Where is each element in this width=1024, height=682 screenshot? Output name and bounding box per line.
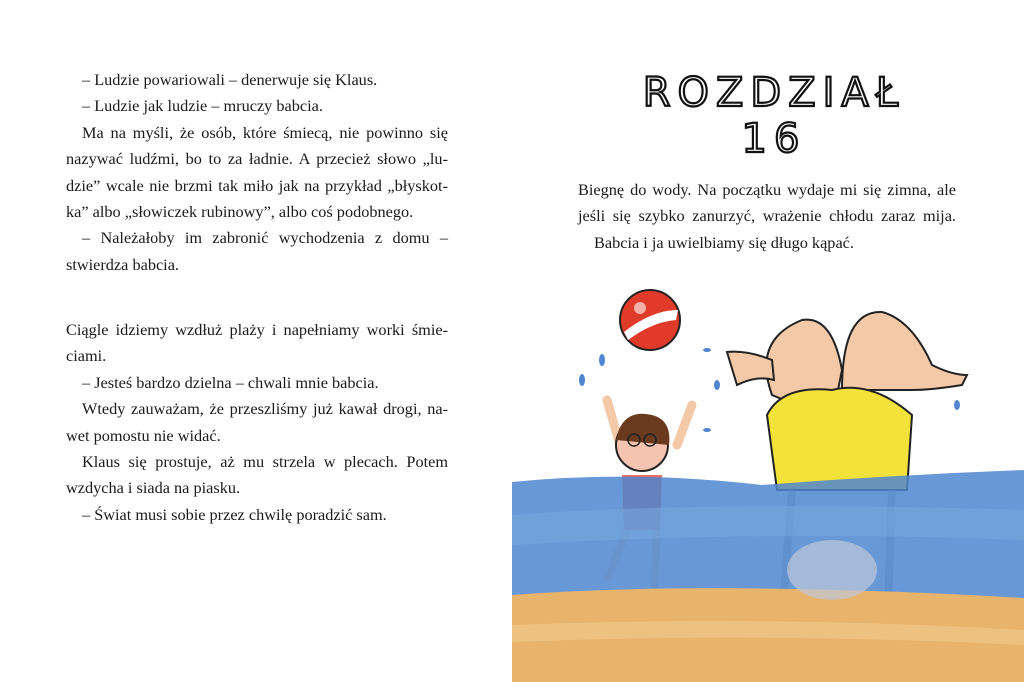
text-line: – Jesteś bardzo dzielna – chwali mnie babcia. xyxy=(82,372,379,392)
text-line: Babcia i ja uwielbiamy się długo kąpać. xyxy=(594,232,854,252)
text-line: Wtedy zauważam, że przeszliśmy już kawał drogi, na- xyxy=(82,399,448,419)
chapter-heading: ROZDZIAŁ 16 xyxy=(642,70,906,162)
text-line: dzie” wcale nie brzmi tak miło jak na przykład „błyskot- xyxy=(66,175,448,195)
text-line: jeśli się szybko zanurzyć, wrażenie chłodu zaraz mija. xyxy=(578,206,956,226)
text-line: stwierdza babcia. xyxy=(66,254,180,274)
text-line: nazywać ludźmi, bo to za ładnie. A przecież słowo „lu- xyxy=(66,149,448,169)
beach-ball xyxy=(620,290,680,350)
text-line: ka” albo „słowiczek rubinowy”, albo coś podobnego. xyxy=(66,202,414,221)
text-line: Ma na myśli, że osób, które śmiecą, nie powinno się xyxy=(82,122,448,142)
illustration-swimming xyxy=(512,280,1024,682)
text-line: – Świat musi sobie przez chwilę poradzić sam. xyxy=(82,504,387,524)
text-line: – Należałoby im zabronić wychodzenia z domu – xyxy=(82,228,448,248)
text-line: Ciągle idziemy wzdłuż plaży i napełniamy worki śmie- xyxy=(66,320,448,339)
text-line: wzdycha i siada na piasku. xyxy=(66,478,241,498)
text-line: ciami. xyxy=(66,346,107,366)
text-line: Biegnę do wody. Na początku wydaje mi się zimna, ale xyxy=(578,180,956,199)
text-line: – Ludzie jak ludzie – mruczy babcia. xyxy=(82,96,323,116)
text-line: wet pomostu nie widać. xyxy=(66,425,221,445)
right-page xyxy=(512,0,1024,682)
grandma-head xyxy=(787,540,877,600)
text-line: Klaus się prostuje, aż mu strzela w plecach. Potem xyxy=(82,452,448,471)
text-line: – Ludzie powariowali – denerwuje się Klaus. xyxy=(82,70,378,89)
